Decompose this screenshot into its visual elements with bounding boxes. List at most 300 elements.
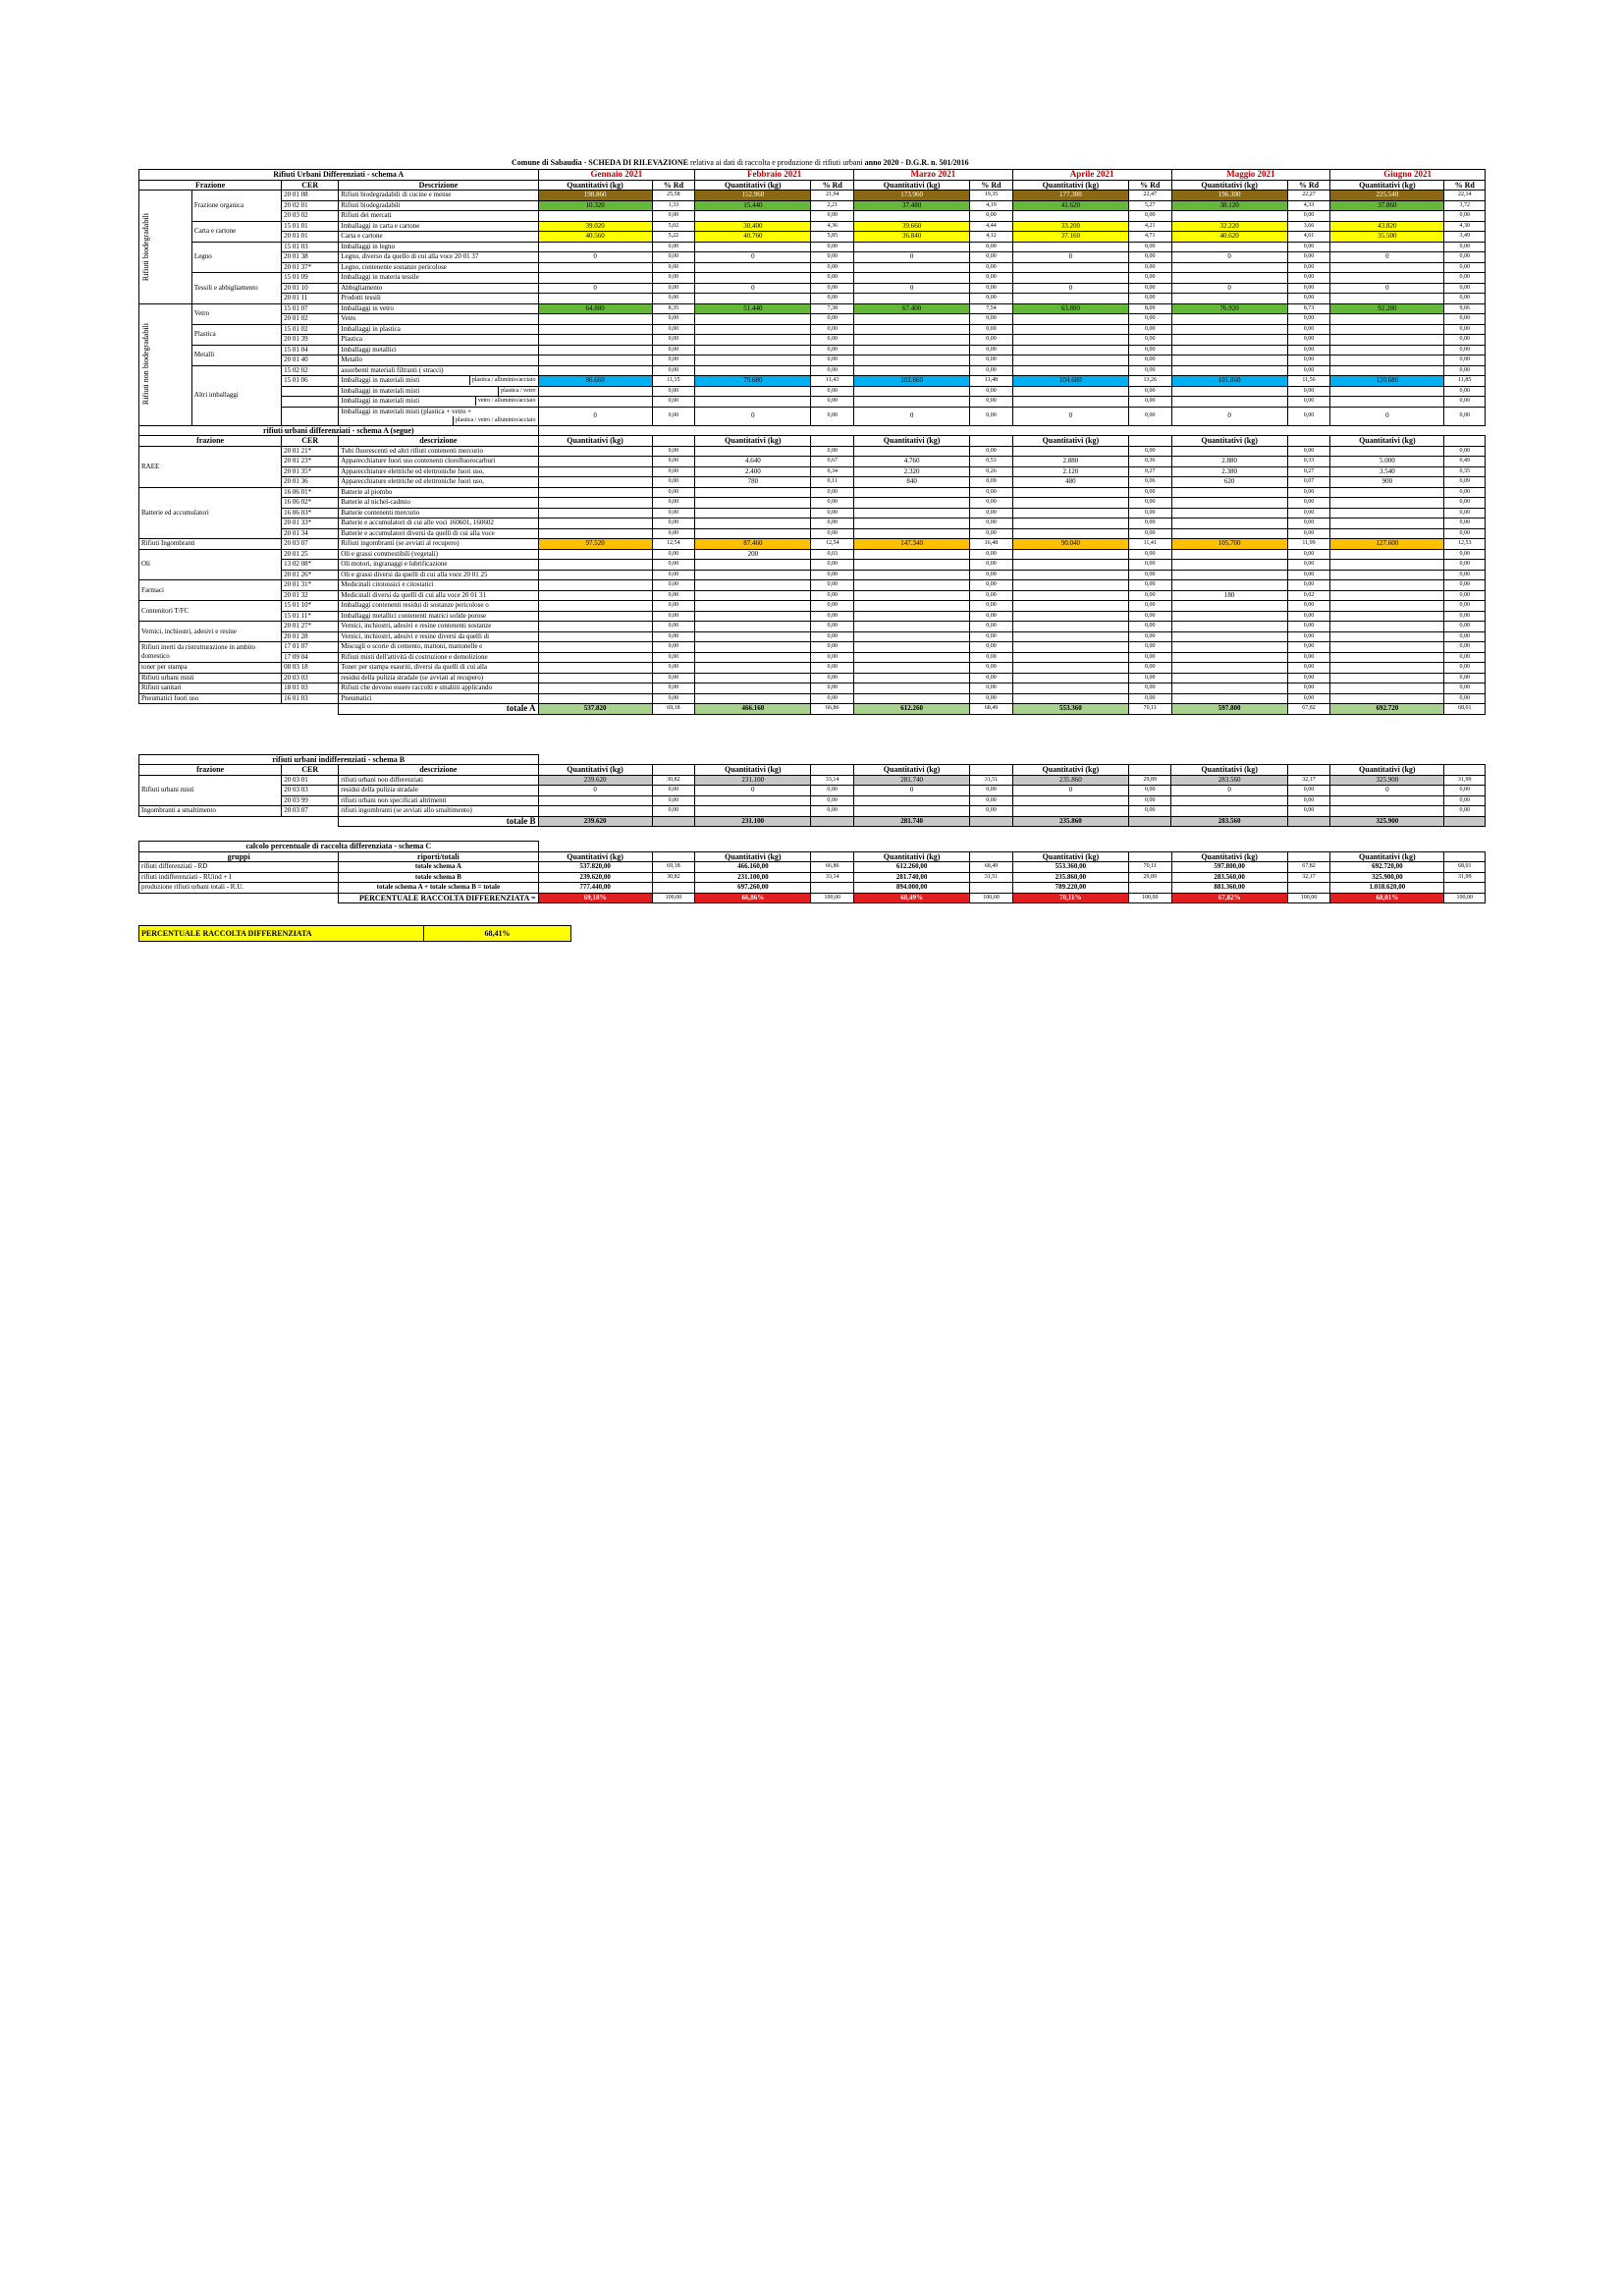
pct-cell: 0,00 — [970, 345, 1013, 355]
percentage-value: 67,82% — [1171, 893, 1287, 903]
pct-cell: 0,00 — [652, 365, 695, 376]
quantity-cell — [538, 262, 652, 273]
pct-cell: 0,00 — [1287, 211, 1330, 222]
total-quantity: 597.800 — [1171, 704, 1287, 715]
quantity-cell — [695, 242, 811, 252]
cer-cell: 20 01 34 — [282, 528, 339, 539]
quantity-cell: 4.640 — [695, 457, 811, 467]
quantity-cell — [1012, 314, 1128, 325]
report-subtitle: relativa ai dati di raccolta e produzione di rifiuti urbani — [689, 158, 863, 167]
pct-cell: 0,00 — [1128, 508, 1171, 519]
pct-cell: 0,00 — [1128, 519, 1171, 529]
col-pct-empty — [1128, 765, 1171, 776]
table-row — [139, 365, 1486, 376]
pct-cell: 0,00 — [1287, 693, 1330, 704]
pct-cell: 7,38 — [811, 303, 854, 314]
cer-cell: 20 01 23* — [282, 457, 339, 467]
pct-cell: 0,00 — [970, 560, 1013, 571]
col-pct-empty — [1287, 851, 1330, 862]
pct-cell: 68,01 — [1444, 862, 1486, 873]
quantity-cell — [853, 365, 969, 376]
quantity-cell — [1171, 386, 1287, 397]
quantity-cell — [1012, 590, 1128, 601]
pct-cell: 0,00 — [1444, 498, 1486, 509]
quantity-cell — [1171, 806, 1287, 817]
pct-cell — [811, 883, 854, 894]
pct-cell: 0,00 — [652, 446, 695, 457]
quantity-cell — [1330, 242, 1444, 252]
quantity-cell: 0 — [1012, 252, 1128, 263]
pct-cell: 0,00 — [652, 508, 695, 519]
pct-cell: 0,00 — [970, 294, 1013, 304]
descrizione-cell — [339, 365, 538, 376]
quantity-cell — [853, 397, 969, 408]
col-descrizione: descrizione — [339, 436, 538, 447]
pct-cell: 0,00 — [1287, 252, 1330, 263]
cer-cell: 20 01 25 — [282, 549, 339, 560]
quantity-cell — [853, 335, 969, 346]
quantity-cell — [1330, 673, 1444, 683]
pct-cell: 0,00 — [1128, 806, 1171, 817]
col-pct-empty — [1287, 436, 1330, 447]
pct-cell: 0,00 — [1287, 365, 1330, 376]
quantity-cell: 480 — [1012, 477, 1128, 488]
quantity-cell — [538, 580, 652, 591]
pct-cell: 0,00 — [811, 345, 854, 355]
quantity-cell: 0 — [1012, 407, 1128, 425]
table-row — [139, 273, 1486, 284]
quantity-cell — [695, 365, 811, 376]
quantity-cell — [538, 795, 652, 806]
pct-cell: 0,00 — [652, 407, 695, 425]
col-quantity: Quantitativi (kg) — [1012, 765, 1128, 776]
pct-cell: 0,00 — [1444, 407, 1486, 425]
pct-cell: 0,02 — [1287, 590, 1330, 601]
pct-cell: 0,00 — [1287, 386, 1330, 397]
total-b-label: totale B — [339, 816, 538, 827]
pct-cell: 0,00 — [1444, 446, 1486, 457]
cer-cell: 15 01 07 — [282, 303, 339, 314]
pct-cell: 8,35 — [652, 303, 695, 314]
table-row — [139, 397, 1486, 408]
pct-cell: 0,00 — [1128, 528, 1171, 539]
cer-cell: 20 01 26* — [282, 570, 339, 580]
quantity-cell — [1171, 397, 1287, 408]
pct-cell: 67,82 — [1287, 862, 1330, 873]
total-quantity: 612.260 — [853, 704, 969, 715]
quantity-cell: 597.800,00 — [1171, 862, 1287, 873]
table-row — [139, 211, 1486, 222]
quantity-cell — [1171, 693, 1287, 704]
pct-cell: 0,00 — [1287, 242, 1330, 252]
quantity-cell — [695, 355, 811, 366]
pct-cell: 0,00 — [1287, 549, 1330, 560]
pct-cell: 0,00 — [1444, 273, 1486, 284]
pct-cell: 0,00 — [811, 355, 854, 366]
schema-a-header-row — [139, 180, 1486, 191]
pct-cell: 0,00 — [1444, 683, 1486, 694]
table-row — [139, 242, 1486, 252]
quantity-cell — [1330, 324, 1444, 335]
quantity-cell: 0 — [538, 786, 652, 796]
cer-cell: 20 01 11 — [282, 294, 339, 304]
quantity-cell: 3.540 — [1330, 466, 1444, 477]
frazione-cell: Vetro — [191, 303, 281, 324]
quantity-cell: 225.540 — [1330, 191, 1444, 201]
quantity-cell: 30.400 — [695, 221, 811, 232]
quantity-cell — [1012, 806, 1128, 817]
pct-cell: 0,00 — [1128, 345, 1171, 355]
spacer-cell — [970, 425, 1013, 436]
col-quantity: Quantitativi (kg) — [695, 765, 811, 776]
quantity-cell — [1012, 528, 1128, 539]
pct-cell: 0,00 — [1444, 242, 1486, 252]
descrizione-cell: Batterie e accumulatori di cui alle voci 160601, 160602 — [339, 519, 538, 529]
quantity-cell — [538, 631, 652, 642]
quantity-cell — [695, 498, 811, 509]
quantity-cell — [1171, 663, 1287, 674]
schema-b-table — [138, 754, 1486, 828]
quantity-cell — [538, 508, 652, 519]
table-row — [139, 549, 1486, 560]
quantity-cell — [853, 631, 969, 642]
quantity-cell: 0 — [1330, 283, 1444, 294]
schema-a2-title: rifiuti urbani differenziati - schema A (segue) — [139, 425, 539, 436]
quantity-cell: 697.260,00 — [695, 883, 811, 894]
pct-cell: 0,00 — [811, 642, 854, 653]
pct-cell: 0,00 — [1444, 397, 1486, 408]
table-row — [139, 294, 1486, 304]
quantity-cell — [853, 314, 969, 325]
pct-cell: 0,00 — [652, 806, 695, 817]
quantity-cell — [538, 498, 652, 509]
pct-cell: 0,00 — [1287, 498, 1330, 509]
cer-cell: 15 01 10* — [282, 601, 339, 612]
pct-cell: 12,54 — [811, 539, 854, 550]
pct-cell: 0,00 — [1287, 273, 1330, 284]
pct-cell: 22,47 — [1128, 191, 1171, 201]
descrizione-cell: Medicinali diversi da quelli di cui alla voce 20 01 31 — [339, 590, 538, 601]
total-pct: 68,01 — [1444, 704, 1486, 715]
pct-cell — [1128, 883, 1171, 894]
descrizione-cell: Vernici, inchiostri, adesivi e resine contenenti sostanze — [339, 622, 538, 632]
table-row — [139, 191, 1486, 201]
spacer-cell — [652, 425, 695, 436]
pct-cell: 0,00 — [1444, 386, 1486, 397]
pct-cell: 0,06 — [1128, 477, 1171, 488]
spacer-cell — [695, 842, 811, 852]
col-pct-empty — [652, 851, 695, 862]
col-quantity: Quantitativi (kg) — [1012, 851, 1128, 862]
quantity-cell — [538, 693, 652, 704]
quantity-cell: 51.440 — [695, 303, 811, 314]
quantity-cell — [853, 580, 969, 591]
quantity-cell — [1012, 335, 1128, 346]
descrizione-cell: Apparecchiature fuori uso contenenti clorofluorocarburi — [339, 457, 538, 467]
pct-cell — [652, 883, 695, 894]
quantity-cell — [853, 211, 969, 222]
pct-cell: 0,00 — [970, 487, 1013, 498]
col-quantity: Quantitativi (kg) — [538, 436, 652, 447]
pct-cell: 0,00 — [1287, 652, 1330, 663]
total-quantity: 283.560 — [1171, 816, 1287, 827]
quantity-cell — [853, 601, 969, 612]
col-cer: CER — [282, 765, 339, 776]
descrizione-text: Abbigliamento — [341, 283, 383, 292]
pct-cell: 0,00 — [811, 570, 854, 580]
cer-cell: 20 01 02 — [282, 314, 339, 325]
pct-cell: 0,00 — [1128, 631, 1171, 642]
quantity-cell: 2.320 — [853, 466, 969, 477]
quantity-cell — [1171, 345, 1287, 355]
spacer-cell — [1171, 754, 1287, 765]
pct-cell: 9,06 — [1444, 303, 1486, 314]
pct-cell: 0,00 — [1444, 786, 1486, 796]
spacer-cell — [538, 754, 652, 765]
pct-cell: 7,54 — [970, 303, 1013, 314]
col-pct-empty — [811, 851, 854, 862]
pct-cell: 31,51 — [970, 872, 1013, 883]
descrizione-cell: Oli e grassi commestibili (vegetali) — [339, 549, 538, 560]
percentage-value: 69,18% — [538, 893, 652, 903]
pct-cell: 4,21 — [1128, 221, 1171, 232]
pct-cell: 0,00 — [1444, 262, 1486, 273]
pct-cell: 70,11 — [1128, 862, 1171, 873]
descrizione-cell: Miscugli o scorie di cemento, mattoni, mattonelle e — [339, 642, 538, 653]
quantity-cell — [538, 590, 652, 601]
cer-cell: 16 06 01* — [282, 487, 339, 498]
table-row — [139, 519, 1486, 529]
pct-cell: 0,00 — [811, 683, 854, 694]
spacer-cell — [1128, 754, 1171, 765]
quantity-cell — [538, 294, 652, 304]
cer-cell: 20 03 99 — [282, 795, 339, 806]
spacer-cell — [1444, 754, 1486, 765]
quantity-cell: 553.360,00 — [1012, 862, 1128, 873]
pct-cell: 0,00 — [1128, 365, 1171, 376]
pct-cell: 0,00 — [1287, 397, 1330, 408]
pct-total: 100,00 — [652, 893, 695, 903]
quantity-cell: 0 — [1171, 252, 1287, 263]
cer-cell: 20 03 02 — [282, 211, 339, 222]
quantity-cell — [853, 508, 969, 519]
table-row — [139, 446, 1486, 457]
summary-label: PERCENTUALE RACCOLTA DIFFERENZIATA — [139, 926, 424, 942]
quantity-cell — [695, 345, 811, 355]
pct-cell: 0,00 — [1444, 528, 1486, 539]
quantity-cell — [695, 795, 811, 806]
descrizione-cell: Batterie e accumulatori diversi da quelli di cui alla voce — [339, 528, 538, 539]
quantity-cell: 37.480 — [853, 200, 969, 211]
descrizione-cell: Imballaggi contenenti residui di sostanze pericolose o — [339, 601, 538, 612]
pct-cell: 0,00 — [811, 611, 854, 622]
descrizione-text: Rifiuti biodegradabili — [341, 200, 401, 209]
pct-cell: 0,00 — [1128, 786, 1171, 796]
pct-cell: 0,00 — [1287, 683, 1330, 694]
pct-cell: 0,00 — [970, 693, 1013, 704]
percentage-value: 68,49% — [853, 893, 969, 903]
pct-cell: 1,33 — [652, 200, 695, 211]
quantity-cell: 4.760 — [853, 457, 969, 467]
pct-cell: 0,00 — [1444, 622, 1486, 632]
schema-a2-title-row — [139, 425, 1486, 436]
col-quantity: Quantitativi (kg) — [1330, 851, 1444, 862]
descrizione-text: Metallo — [341, 355, 363, 364]
col-pct-empty — [811, 765, 854, 776]
quantity-cell — [538, 673, 652, 683]
pct-cell: 0,00 — [652, 466, 695, 477]
pct-cell: 0,00 — [1444, 294, 1486, 304]
pct-cell: 0,00 — [970, 663, 1013, 674]
frazione-cell: Altri imballaggi — [191, 365, 281, 425]
descrizione-cell — [339, 252, 538, 263]
quantity-cell: 0 — [1171, 407, 1287, 425]
col-pct-empty — [1444, 765, 1486, 776]
quantity-cell — [538, 663, 652, 674]
quantity-cell — [538, 345, 652, 355]
quantity-cell: 10.320 — [538, 200, 652, 211]
group-label-text: Rifiuti biodegradabili — [141, 212, 150, 281]
quantity-cell: 235.860,00 — [1012, 872, 1128, 883]
pct-cell: 0,36 — [1128, 457, 1171, 467]
quantity-cell: 102.660 — [853, 376, 969, 387]
col-quantity: Quantitativi (kg) — [695, 180, 811, 191]
quantity-cell — [538, 273, 652, 284]
month-label: Aprile 2021 — [1012, 170, 1171, 181]
pct-cell: 0,00 — [1287, 631, 1330, 642]
pct-cell: 32,17 — [1287, 872, 1330, 883]
descrizione-cell: Oli e grassi diversi da quelli di cui alla voce 20 01 25 — [339, 570, 538, 580]
riporto-cell: totale schema B — [339, 872, 538, 883]
quantity-cell — [1330, 611, 1444, 622]
table-row — [139, 806, 1486, 817]
frazione-cell: RAEE — [139, 446, 282, 487]
descrizione-cell: rifiuti urbani non specificati altrimenti — [339, 795, 538, 806]
quantity-cell — [853, 273, 969, 284]
quantity-cell — [538, 324, 652, 335]
quantity-cell — [1012, 560, 1128, 571]
quantity-cell: 173.960 — [853, 191, 969, 201]
table-row — [139, 457, 1486, 467]
spacer-cell — [1171, 425, 1287, 436]
pct-cell: 0,00 — [1444, 601, 1486, 612]
pct-cell: 0,00 — [970, 601, 1013, 612]
quantity-cell — [695, 642, 811, 653]
quantity-cell: 325.900 — [1330, 775, 1444, 786]
descrizione-text: Carta e cartone — [341, 232, 383, 241]
pct-cell: 0,00 — [652, 487, 695, 498]
pct-cell: 0,00 — [652, 242, 695, 252]
descrizione-text: Legno, diverso da quello di cui alla voce 20 01 37 — [341, 252, 479, 261]
cer-cell: 20 03 07 — [282, 539, 339, 550]
quantity-cell — [1012, 365, 1128, 376]
spacer-cell — [695, 425, 811, 436]
table-row — [139, 200, 1486, 211]
quantity-cell: 40.560 — [538, 232, 652, 243]
pct-cell: 0,00 — [1444, 590, 1486, 601]
spacer-cell — [1444, 842, 1486, 852]
quantity-cell — [1012, 631, 1128, 642]
pct-cell: 19,35 — [970, 191, 1013, 201]
pct-cell: 0,27 — [1287, 466, 1330, 477]
quantity-cell — [538, 622, 652, 632]
quantity-cell: 92.280 — [1330, 303, 1444, 314]
quantity-cell — [695, 211, 811, 222]
pct-cell: 0,00 — [1444, 487, 1486, 498]
descrizione-cell — [339, 232, 538, 243]
pct-cell: 0,00 — [1444, 631, 1486, 642]
pct-cell: 0,00 — [652, 683, 695, 694]
cer-cell: 15 01 04 — [282, 345, 339, 355]
quantity-cell: 0 — [538, 283, 652, 294]
quantity-cell — [1330, 528, 1444, 539]
table-row — [139, 590, 1486, 601]
pct-cell: 0,00 — [1128, 580, 1171, 591]
pct-cell: 0,00 — [1287, 262, 1330, 273]
quantity-cell — [1330, 345, 1444, 355]
pct-cell: 0,00 — [652, 590, 695, 601]
cer-cell: 20 01 28 — [282, 631, 339, 642]
pct-cell: 0,00 — [1444, 314, 1486, 325]
table-row — [139, 795, 1486, 806]
pct-cell: 0,00 — [1128, 642, 1171, 653]
pct-cell: 0,00 — [652, 693, 695, 704]
cer-cell: 20 03 01 — [282, 775, 339, 786]
col-pct-empty — [1444, 436, 1486, 447]
month-label: Febbraio 2021 — [695, 170, 854, 181]
quantity-cell: 0 — [538, 407, 652, 425]
pct-cell: 0,00 — [970, 519, 1013, 529]
quantity-cell: 5.000 — [1330, 457, 1444, 467]
col-quantity: Quantitativi (kg) — [853, 765, 969, 776]
quantity-cell — [538, 652, 652, 663]
table-row — [139, 652, 1486, 663]
spacer-cell — [1012, 754, 1128, 765]
col-pct-empty — [1128, 851, 1171, 862]
total-pct: 66,86 — [811, 704, 854, 715]
quantity-cell — [1012, 580, 1128, 591]
quantity-cell — [538, 365, 652, 376]
pct-cell: 0,00 — [652, 498, 695, 509]
pct-cell: 5,22 — [652, 232, 695, 243]
col-pct-rd: % Rd — [811, 180, 854, 191]
table-row — [139, 601, 1486, 612]
pct-cell: 4,61 — [1287, 232, 1330, 243]
total-quantity: 235.860 — [1012, 816, 1128, 827]
quantity-cell — [1171, 355, 1287, 366]
pct-cell: 0,00 — [1444, 795, 1486, 806]
quantity-cell — [1012, 508, 1128, 519]
quantity-cell — [1171, 324, 1287, 335]
quantity-cell — [1012, 663, 1128, 674]
pct-cell: 0,00 — [652, 652, 695, 663]
col-quantity: Quantitativi (kg) — [1171, 180, 1287, 191]
descrizione-text: Imballaggi in materia tessile — [341, 273, 419, 282]
table-row — [139, 355, 1486, 366]
group-label — [139, 191, 192, 304]
pct-cell: 0,00 — [1287, 324, 1330, 335]
quantity-cell — [695, 446, 811, 457]
quantity-cell — [1012, 211, 1128, 222]
quantity-cell: 200 — [695, 549, 811, 560]
quantity-cell — [695, 631, 811, 642]
total-quantity: 692.720 — [1330, 704, 1444, 715]
pct-cell: 0,00 — [970, 314, 1013, 325]
cer-cell: 20 01 01 — [282, 232, 339, 243]
schema-c-title: calcolo percentuale di raccolta differenziata - schema C — [139, 842, 539, 852]
descrizione-cell: Apparecchiature elettriche ed elettroniche fuori uso, — [339, 466, 538, 477]
frazione-cell: Rifiuti Ingombranti — [139, 539, 282, 550]
